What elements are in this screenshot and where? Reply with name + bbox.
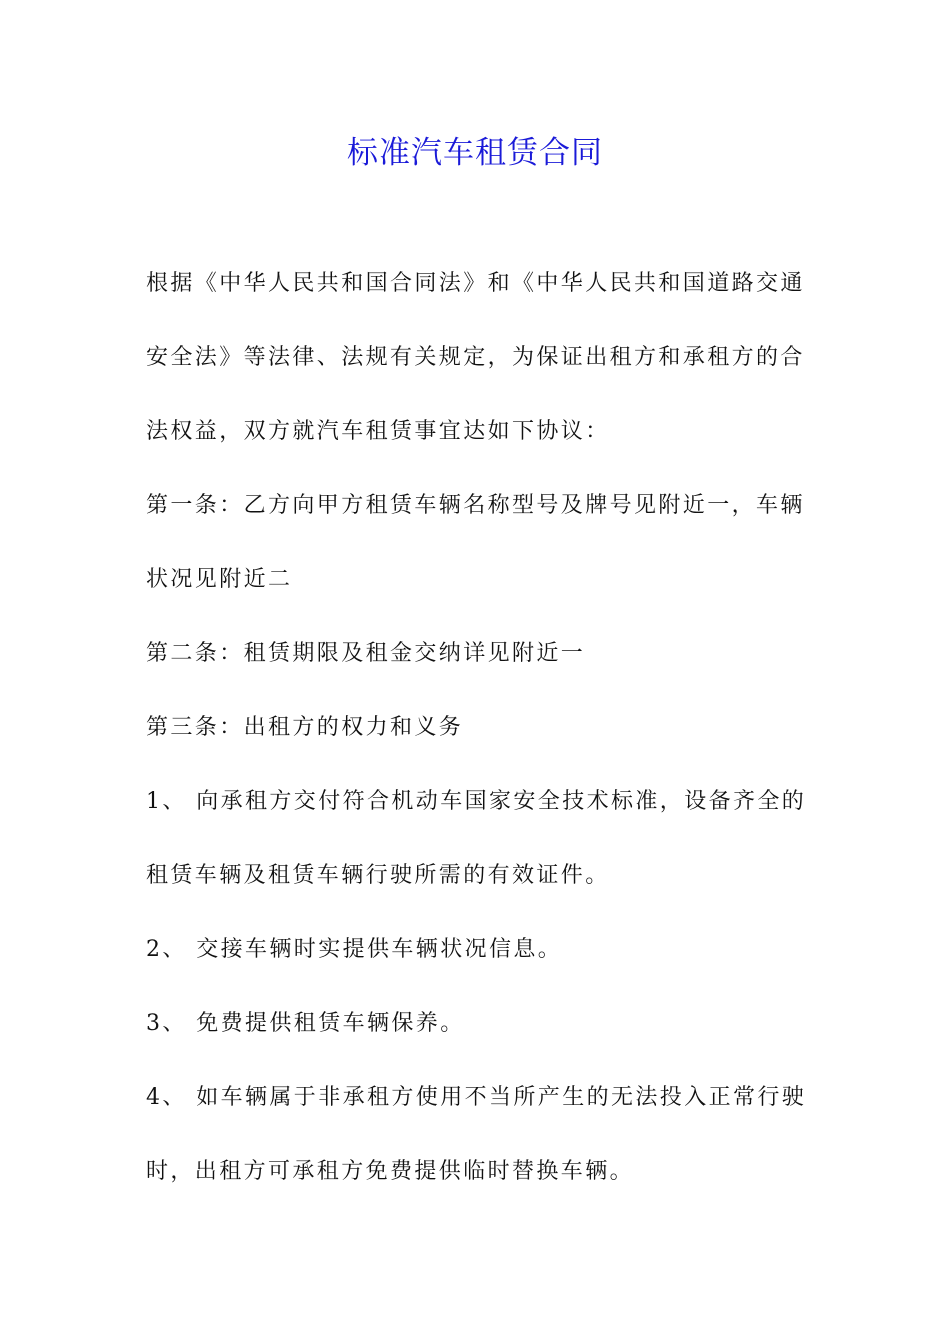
paragraph-line: 根据《中华人民共和国合同法》和《中华人民共和国道路交通	[146, 271, 805, 296]
list-item-1-line: 1、 向承租方交付符合机动车国家安全技术标准，设备齐全的	[146, 789, 807, 814]
list-item-3-line: 3、 免费提供租赁车辆保养。	[146, 1011, 465, 1036]
list-item-2-line: 2、 交接车辆时实提供车辆状况信息。	[146, 937, 563, 962]
article-1-line: 状况见附近二	[146, 567, 293, 592]
document-body	[146, 261, 816, 1223]
list-item-1-line: 租赁车辆及租赁车辆行驶所需的有效证件。	[146, 863, 610, 888]
list-item-4-line: 时，出租方可承租方免费提供临时替换车辆。	[146, 1159, 635, 1184]
document-title: 标准汽车租赁合同	[347, 135, 603, 171]
article-3-heading: 第三条：出租方的权力和义务	[146, 715, 464, 740]
article-2-line: 第二条：租赁期限及租金交纳详见附近一	[146, 641, 586, 666]
paragraph-line: 法权益，双方就汽车租赁事宜达如下协议：	[146, 419, 610, 444]
paragraph-line: 安全法》等法律、法规有关规定，为保证出租方和承租方的合	[146, 345, 805, 370]
list-item-4-line: 4、 如车辆属于非承租方使用不当所产生的无法投入正常行驶	[146, 1085, 807, 1110]
article-1-line: 第一条：乙方向甲方租赁车辆名称型号及牌号见附近一，车辆	[146, 493, 805, 518]
